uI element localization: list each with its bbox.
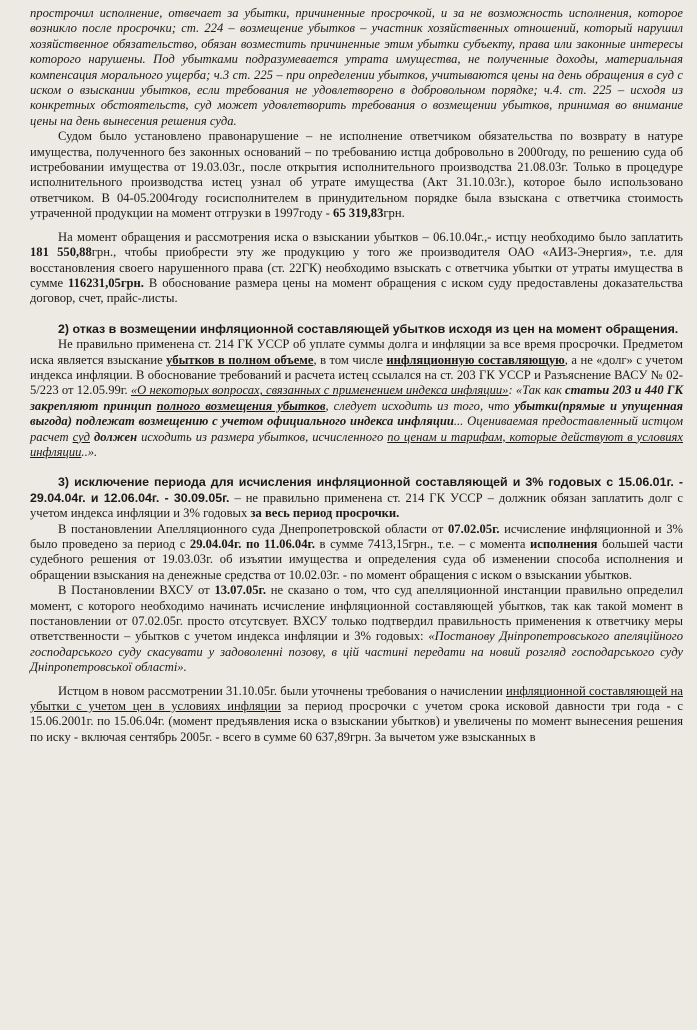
text: за период просрочки с учетом срока исковой давности три года - с 15.06.2001г. по 15.06.04г. (момент предъявления иска о взыскании убытков) и увеличены по момент вынесения решения по иску - включая сентябрь 2005г. - всего в сумме 60 637,89грн. За вычетом уже взысканных в: [30, 699, 684, 744]
paragraph-appeal-court: [30, 522, 683, 584]
heading-text: 2) отказ в возмещении инфляционной составляющей убытков исходя из цен на момент обращения.: [58, 321, 679, 336]
date-bold: 13.07.05г.: [214, 583, 266, 598]
text: В постановлении Апелляционного суда Днепропетровской области от: [58, 521, 448, 536]
underlined-text: инфляционной составляющей на убытки с учетом цен в условиях инфляции: [30, 683, 683, 714]
amount-bold: 181 550,88: [30, 245, 92, 260]
underlined-bold-italic: полного возмещения убытков: [156, 398, 326, 413]
text-italic: : «Так как: [508, 383, 566, 398]
text-bold: за весь период просрочки.: [250, 506, 400, 521]
section-heading-2: [30, 322, 683, 337]
paragraph-new-consideration: [30, 684, 683, 746]
text: не сказано о том, что суд апелляционной инстанции правильно определил момент, с которого необходимо начинать исчисление инфляционной составляющей убытков, так как такой момент в постановлении от 07.02.05г. просто отсутсвует. ВХСУ только подтвердил правильность применения к ответчику меры ответственности – убытков с учетом индекса инфляции и 3% годовых:: [30, 583, 683, 644]
paragraph-claim-moment: [30, 230, 683, 307]
underlined-italic: по ценам и тарифам, которые действуют в условиях инфляции: [30, 429, 683, 459]
text-italic: , следует исходить из того, что: [325, 398, 515, 413]
text: большей части судебного решения от 19.03.03г. об изъятии имущества и определения суда об изменении способа исполнения и обращении взыскания на денежные средства от 10.02.03г. - по момент обращения с иском о взыскании убытков.: [30, 537, 683, 582]
quote-italic: «Постанову Дніпропетровського апеляційного господарського суду скасувати у задоволенні позову, в цій частині передати на новий розгляд господарського суду Дніпропетровської області».: [30, 629, 683, 675]
text: Истцом в новом рассмотрении 31.10.05г. были уточнены требования о начислении: [58, 683, 507, 698]
text: В Постановлении ВХСУ от: [58, 583, 215, 598]
underlined-italic: «О некоторых вопросах, связанных с применением индекса инфляции»: [130, 383, 509, 398]
text: На момент обращения и рассмотрения иска о взыскании убытков – 06.10.04г.,- истцу необходимо было заплатить: [58, 229, 683, 244]
paragraph-law-articles: прострочил исполнение, отвечает за убытки, причиненные просрочкой, и за не возможность исполнения, которое возникло после просрочки; ст. 224 – возмещение убытков – участник хозяйственных отношений, который нарушил хозяйственное обязательство, обязан возместить причиненные этим убытки субъекту, права или законные интересы которого нарушены. Под убытками подразумевается утрата имущества, не полученные доходы, материальная компенсация морального ущерба; ч.3 ст. 225 – при определении убытков, учитываются цены на день обращения в суд с иском о взыскании убытков, если требования не удовлетворено в добровольном порядке; ч.4. ст. 225 – исходя из конкретных обстоятельств, суд может удовлетворить требования о возмещении убытков, принимая во внимание цены на день вынесения решения суда.: [30, 6, 683, 128]
paragraph-inflation-refusal: [30, 337, 683, 460]
heading-text: 3) исключение периода для исчисления инфляционной составляющей и 3% годовых с 15.06.01г. - 29.04.04г. и 12.06.04г. - 30.09.05г.: [30, 475, 683, 505]
text-italic: ..».: [81, 444, 98, 459]
bold-italic: убытки(прямые и упущенная выгода) подлежат возмещению с учетом официального индекса инфляции: [30, 398, 683, 429]
text: грн.: [383, 206, 405, 221]
bold-italic: статьи 203 и 440 ГК закрепляют принцип: [30, 383, 683, 413]
amount-bold: 65 319,83: [333, 206, 384, 221]
paragraph-vhsu-resolution: [30, 583, 683, 675]
text: исчисление инфляционной и 3% было проведено за период с: [30, 521, 684, 551]
text-italic: ... Оцениваемая предоставленный истцом расчет: [30, 414, 683, 444]
text: – не правильно применена ст. 214 ГК УССР – должник обязан заплатить долг с учетом индекса инфляции и 3% годовых: [30, 490, 684, 521]
text: грн., чтобы приобрести эту же продукцию у того же производителя ОАО «АИЗ-Энергия», т.е. для восстановления своего нарушенного права (ст. 22ГК) необходимо взыскать с ответчика убытки от утраты имущества в сумме: [30, 245, 683, 290]
bold-italic: должен: [90, 429, 138, 444]
text: , а не «долг» с учетом индекса инфляции. В обоснование требований и расчета истец ссылался на ст. 203 ГК УССР и Разъяснение ВАСУ № 02-5/223 от 12.05.99г.: [30, 352, 684, 398]
text-italic: исходить из размера убытков, исчисленного: [137, 429, 388, 444]
text: В обоснование размера цены на момент обращения с иском суду предоставлены доказательства договор, счет, прайс-листы.: [30, 275, 683, 306]
text-bold: исполнения: [530, 537, 598, 551]
date-bold: 29.04.04г. по 11.06.04г.: [189, 537, 315, 551]
text: , в том числе: [313, 352, 387, 367]
section-heading-3: [30, 475, 683, 521]
text: в сумме 7413,15грн., т.е. – с момента: [314, 537, 530, 551]
underlined-italic: суд: [72, 429, 90, 444]
underlined-bold: убытков в полном объеме: [166, 352, 314, 367]
amount-bold: 116231,05грн.: [68, 275, 144, 290]
date-bold: 07.02.05г.: [447, 521, 500, 536]
text: Судом было установлено правонарушение – не исполнение ответчиком обязательства по возврату в натуре имущества, полученного без законных оснований – по требованию истца добровольно в 2000году, по решению суда об истребовании имущества от 19.03.03г., после открытия исполнительного производства 21.08.03г. Только в процедуре исполнительного производства истец узнал об утрате имущества (Акт 31.10.03г.), которое было использовано ответчиком. В 04-05.2004году госисполнителем в принудительном порядке была взыскана с ответчика стоимость утраченной продукции на момент отгрузки в 1997году -: [30, 129, 683, 221]
underlined-bold: инфляционную составляющую: [386, 352, 565, 367]
paragraph-court-established: [30, 129, 683, 221]
text: Не правильно применена ст. 214 ГК УССР об уплате суммы долга и инфляции за все время просрочки. Предметом иска является взыскание: [30, 337, 683, 367]
